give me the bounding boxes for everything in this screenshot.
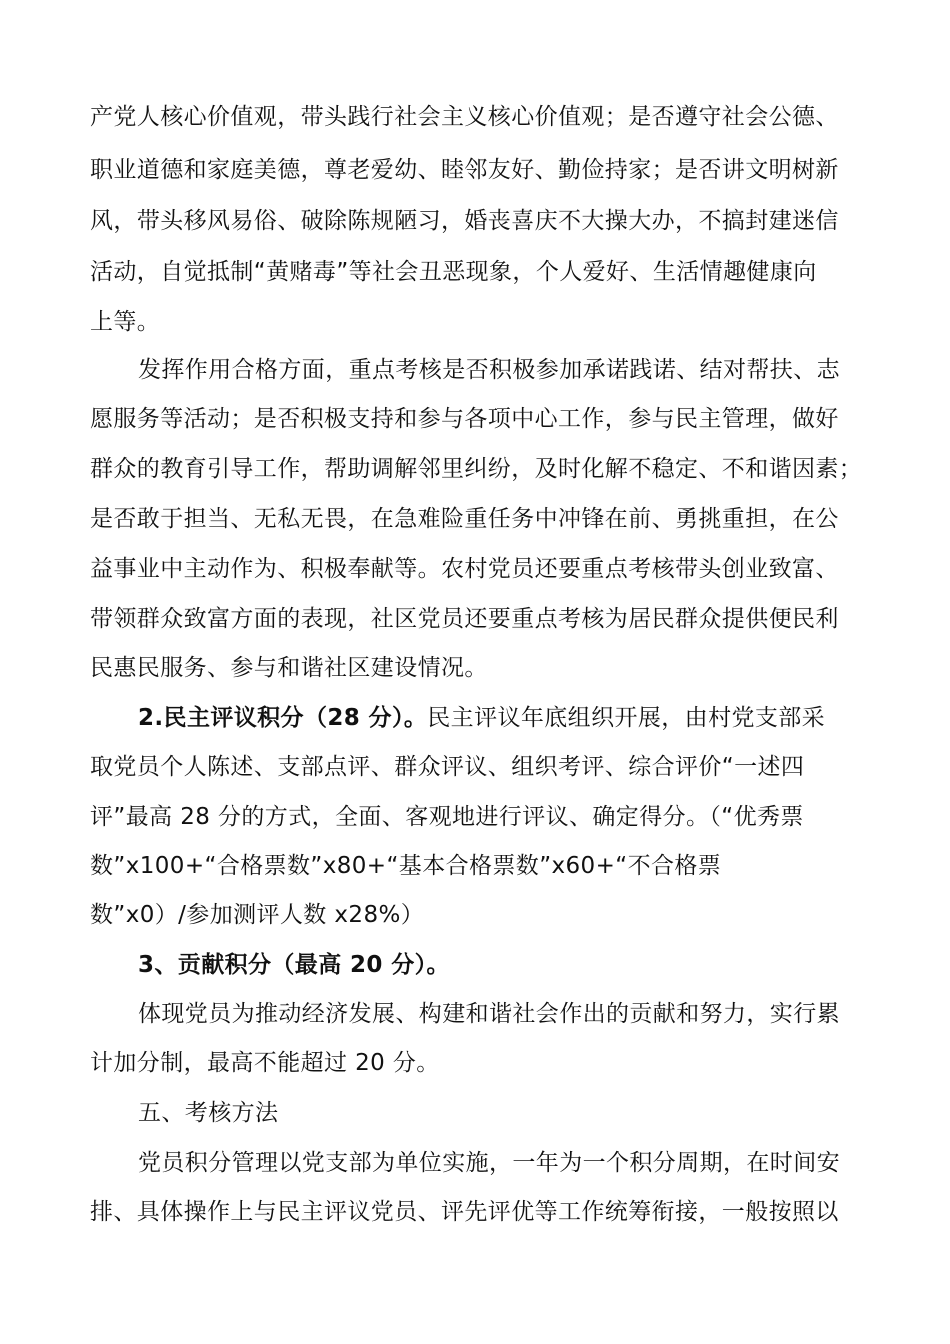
text-line: 带领群众致富方面的表现，社区党员还要重点考核为居民群众提供便民利 [90, 606, 839, 632]
section-heading-line [138, 703, 825, 733]
text-line: 取党员个人陈述、支部点评、群众评议、组织考评、综合评价“一述四 [90, 754, 805, 780]
text-line: 产党人核心价值观，带头践行社会主义核心价值观；是否遵守社会公德、 [90, 104, 839, 130]
text-line: 数”x100+“合格票数”x80+“基本合格票数”x60+“不合格票 [90, 853, 722, 879]
text-line: 数”x0）/参加测评人数 x28%） [90, 902, 425, 928]
text-line: 评”最高 28 分的方式，全面、客观地进行评议、确定得分。（“优秀票 [90, 804, 804, 830]
section-text: 民主评议年底组织开展，由村党支部采 [427, 705, 826, 731]
section-heading: 3、贡献积分（最高 20 分）。 [138, 952, 450, 978]
paragraph-start-line: 发挥作用合格方面，重点考核是否积极参加承诺践诺、结对帮扶、志 [138, 357, 840, 383]
text-line: 是否敢于担当、无私无畏，在急难险重任务中冲锋在前、勇挑重担，在公 [90, 506, 839, 532]
text-line: 群众的教育引导工作，帮助调解邻里纠纷，及时化解不稳定、不和谐因素； [90, 456, 863, 482]
text-line: 益事业中主动作为、积极奉献等。农村党员还要重点考核带头创业致富、 [90, 556, 839, 582]
text-line: 愿服务等活动；是否积极支持和参与各项中心工作，参与民主管理，做好 [90, 406, 839, 432]
paragraph-start-line: 体现党员为推动经济发展、构建和谐社会作出的贡献和努力，实行累 [138, 1001, 840, 1027]
text-line: 计加分制，最高不能超过 20 分。 [90, 1050, 440, 1076]
section-heading: 2.民主评议积分（28 分）。 [138, 705, 428, 731]
text-line: 职业道德和家庭美德，尊老爱幼、睦邻友好、勤俭持家；是否讲文明树新 [90, 157, 839, 183]
text-line: 上等。 [90, 309, 161, 335]
text-line: 排、具体操作上与民主评议党员、评先评优等工作统筹衔接，一般按照以 [90, 1199, 839, 1225]
section-heading: 五、考核方法 [138, 1100, 279, 1126]
paragraph-start-line: 党员积分管理以党支部为单位实施，一年为一个积分周期，在时间安 [138, 1150, 840, 1176]
text-line: 民惠民服务、参与和谐社区建设情况。 [90, 655, 488, 681]
text-line: 活动，自觉抵制“黄赌毒”等社会丑恶现象，个人爱好、生活情趣健康向 [90, 259, 817, 285]
text-line: 风，带头移风易俗、破除陈规陋习，婚丧喜庆不大操大办，不搞封建迷信 [90, 208, 839, 234]
